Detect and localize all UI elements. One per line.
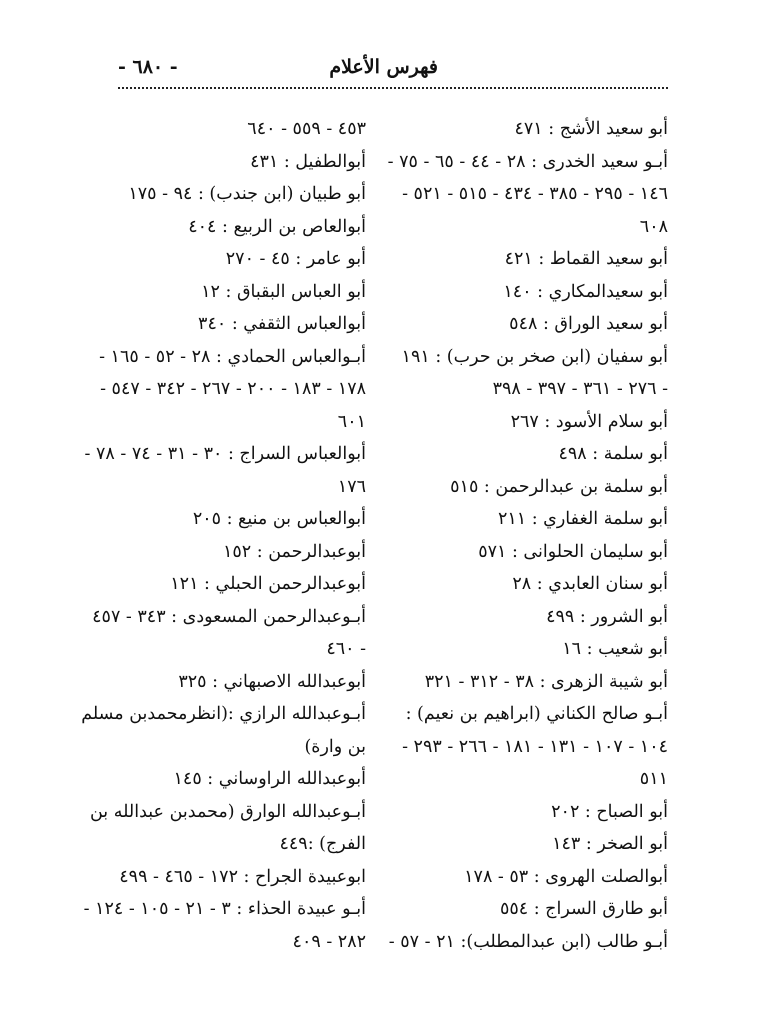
page-title: فهرس الأعلام (329, 56, 438, 78)
index-entry: ١٠٤ - ١٠٧ - ١٣١ - ١٨١ - ٢٦٦ - ٢٩٣ - (402, 736, 668, 757)
index-entry: أبو شيبة الزهرى : ٣٨ - ٣١٢ - ٣٢١ (424, 671, 668, 692)
index-entry: أبوعبدالله الراوساني : ١٤٥ (173, 769, 366, 789)
index-entry: أبو الصباح : ٢٠٢ (551, 801, 668, 822)
index-entry: ١٤٦ - ٢٩٥ - ٣٨٥ - ٤٣٤ - ٥١٥ - ٥٢١ - (402, 184, 668, 204)
index-entry: أبوعبدالرحمن : ١٥٢ (222, 541, 366, 562)
index-entry: أبوالعاص بن الربيع : ٤٠٤ (188, 216, 366, 237)
index-entry: أبو عامر : ٤٥ - ٢٧٠ (225, 249, 366, 269)
index-entry: أبوالصلت الهروى : ٥٣ - ١٧٨ (464, 866, 668, 887)
index-entry: أبو سليمان الحلوانى : ٥٧١ (478, 541, 668, 562)
index-entry: ٦٠٨ (639, 216, 668, 237)
index-entry: أبـوالعباس الحمادي : ٢٨ - ٥٢ - ١٦٥ - (99, 346, 366, 367)
index-entry: الفرج) :٤٤٩ (279, 834, 366, 854)
index-entry: أبوالعباس السراج : ٣٠ - ٣١ - ٧٤ - ٧٨ - (84, 444, 366, 464)
index-entry: أبو شعيب : ١٦ (562, 639, 668, 659)
index-entry: أبوالطفيل : ٤٣١ (250, 151, 366, 172)
index-entry: ١٧٨ - ١٨٣ - ٢٠٠ - ٢٦٧ - ٣٤٢ - ٥٤٧ - (100, 379, 366, 399)
header-divider (118, 87, 668, 89)
index-entry: - ٢٧٦ - ٣٦١ - ٣٩٧ - ٣٩٨ (492, 379, 668, 399)
page-number: - ٦٨٠ - (118, 56, 178, 78)
index-entry: أبو سفيان (ابن صخر بن حرب) : ١٩١ (401, 346, 668, 367)
page-header (118, 52, 668, 88)
index-entry: أبو الشرور : ٤٩٩ (546, 606, 668, 627)
index-entry: أبو طارق السراج : ٥٥٤ (499, 899, 668, 919)
right-column (387, 113, 668, 958)
index-entry: أبـوعبدالرحمن المسعودى : ٣٤٣ - ٤٥٧ (92, 606, 366, 627)
index-entry: أبو العباس البقباق : ١٢ (201, 281, 366, 302)
index-entry: أبـوعبدالله الوارق (محمدبن عبدالله بن (89, 801, 366, 822)
index-entry: أبـو صالح الكناني (ابراهيم بن نعيم) : (405, 704, 668, 724)
index-entry: أبـو عبيدة الحذاء : ٣ - ٢١ - ١٠٥ - ١٢٤ - (83, 899, 366, 919)
index-entry: ٥١١ (639, 769, 668, 789)
index-entry: أبوالعباس بن منيع : ٢٠٥ (192, 509, 366, 529)
index-entry: أبو سعيد القماط : ٤٢١ (504, 249, 668, 269)
index-entry: أبـوعبدالله الرازي :(انظرمحمدبن مسلم (81, 704, 366, 724)
index-entry: أبو سلمة بن عبدالرحمن : ٥١٥ (450, 476, 668, 497)
index-entry: أبوالعباس الثقفي : ٣٤٠ (198, 314, 366, 334)
index-entry: ٢٨٢ - ٤٠٩ (292, 931, 366, 952)
index-entry: ٤٥٣ - ٥٥٩ - ٦٤٠ (247, 119, 366, 139)
index-entry: أبو طبيان (ابن جندب) : ٩٤ - ١٧٥ (128, 184, 366, 204)
index-entry: ٦٠١ (337, 411, 366, 432)
index-entry: أبو سلمة الغفاري : ٢١١ (497, 509, 668, 529)
index-entry: أبو الصخر : ١٤٣ (552, 834, 668, 854)
index-entry: - ٤٦٠ (326, 639, 366, 659)
index-entry: أبو سعيد الأشج : ٤٧١ (514, 119, 668, 139)
index-entry: ١٧٦ (337, 476, 366, 497)
index-entry: أبوعبدالرحمن الحبلي : ١٢١ (170, 574, 366, 594)
index-entry: أبو سلام الأسود : ٢٦٧ (510, 411, 668, 432)
index-entry: أبوعبدالله الاصبهاني : ٣٢٥ (178, 671, 366, 692)
left-column (81, 113, 366, 958)
index-entry: أبو سعيدالمكاري : ١٤٠ (503, 281, 668, 302)
index-entry: أبو سلمة : ٤٩٨ (558, 444, 668, 464)
index-entry: أبـو طالب (ابن عبدالمطلب): ٢١ - ٥٧ - (388, 931, 668, 952)
index-entry: ابوعبيدة الجراح : ١٧٢ - ٤٦٥ - ٤٩٩ (119, 866, 366, 887)
index-entry: أبـو سعيد الخدرى : ٢٨ - ٤٤ - ٦٥ - ٧٥ - (387, 151, 668, 172)
index-entry: بن وارة) (304, 736, 366, 757)
index-entry: أبو سنان العابدي : ٢٨ (512, 574, 668, 594)
index-entry: أبو سعيد الوراق : ٥٤٨ (509, 314, 668, 334)
